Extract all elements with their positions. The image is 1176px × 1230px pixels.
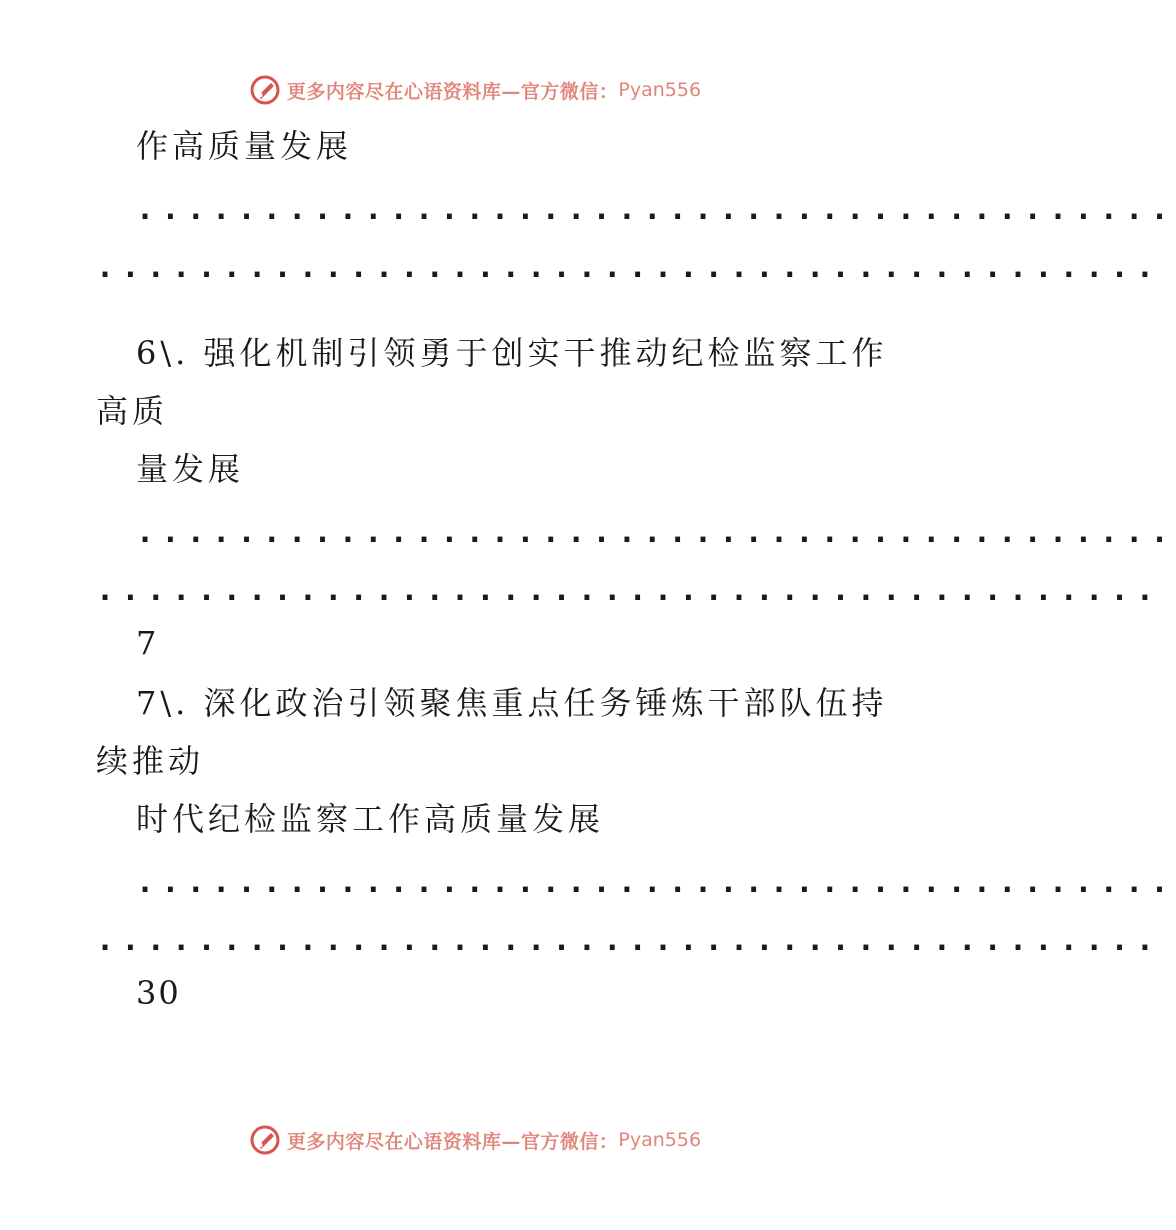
brand-logo-icon	[249, 1124, 281, 1156]
footer-text: 更多内容尽在心语资料库—官方微信：	[286, 1130, 619, 1153]
toc-item-7-title-cont: 续推动	[96, 742, 205, 780]
toc-leader-dots: .........................................	[136, 865, 1176, 900]
toc-leader-dots: ..........................................	[96, 923, 1162, 958]
brand-logo-icon	[249, 74, 281, 106]
header-watermark	[0, 70, 950, 110]
toc-item-6-title: 6\. 强化机制引领勇于创实干推动纪检监察工作	[136, 334, 888, 372]
toc-leader-dots: .........................................	[136, 192, 1176, 227]
toc-leader-dots: ..........................................	[96, 573, 1162, 608]
footer-wechat-id: Pyan556	[618, 1129, 702, 1151]
toc-line: 作高质量发展	[136, 127, 353, 165]
toc-item-6-title-cont: 量发展	[136, 450, 245, 488]
toc-item-6-title-cont: 高质	[96, 392, 169, 430]
toc-leader-dots: ..........................................	[96, 250, 1162, 285]
header-text: 更多内容尽在心语资料库—官方微信：	[286, 80, 619, 103]
toc-item-7-title-cont: 时代纪检监察工作高质量发展	[136, 800, 605, 838]
header-wechat-id: Pyan556	[618, 79, 702, 101]
toc-page-number: 7	[136, 624, 159, 662]
footer-watermark	[0, 1120, 950, 1160]
toc-leader-dots: .........................................	[136, 515, 1176, 550]
toc-item-7-title: 7\. 深化政治引领聚焦重点任务锤炼干部队伍持	[136, 684, 888, 722]
toc-page-number: 30	[136, 974, 181, 1012]
